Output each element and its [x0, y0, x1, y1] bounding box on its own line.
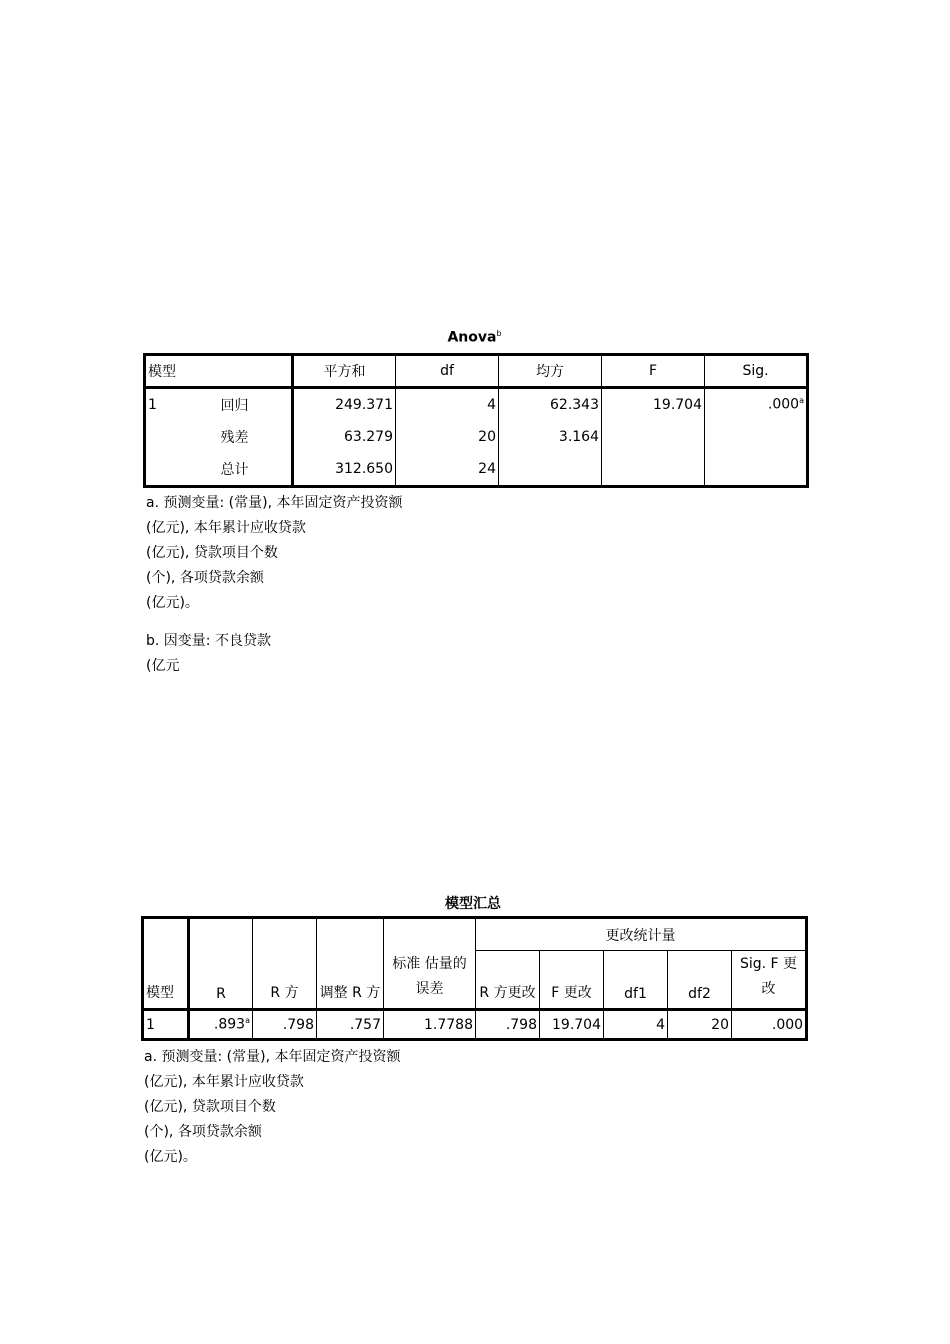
anova-cell-df: 4 — [396, 388, 499, 421]
summary-header-model: 模型 — [143, 918, 189, 1010]
footnote-line: (亿元)。 — [144, 1149, 197, 1165]
summary-cell-df1: 4 — [604, 1010, 668, 1040]
footnote-line: (亿元)。 — [146, 595, 199, 611]
summary-header-r: R — [189, 918, 253, 1010]
summary-cell-model: 1 — [143, 1010, 189, 1040]
anova-header-ss: 平方和 — [293, 355, 396, 388]
anova-cell-sig — [705, 388, 808, 421]
anova-header-f: F — [602, 355, 705, 388]
summary-header-df2: df2 — [668, 951, 732, 1010]
summary-header-sig-line1: Sig. F 更 — [739, 956, 798, 972]
anova-footnote-b — [146, 629, 271, 679]
anova-cell-f — [602, 421, 705, 454]
footnote-line: (个), 各项贷款余额 — [144, 1124, 262, 1140]
summary-header-r2-change: R 方更改 — [476, 951, 540, 1010]
anova-header-df: df — [396, 355, 499, 388]
anova-row-label: 总计 — [218, 454, 293, 487]
anova-title — [143, 329, 806, 346]
anova-title-sup: b — [496, 329, 502, 338]
anova-cell-df: 24 — [396, 454, 499, 487]
anova-header-row — [145, 355, 808, 388]
anova-cell-sig — [705, 421, 808, 454]
summary-cell-df2: 20 — [668, 1010, 732, 1040]
summary-header-f-change: F 更改 — [540, 951, 604, 1010]
anova-empty-cell — [145, 421, 218, 454]
footnote-line: (亿元), 本年累计应收贷款 — [144, 1074, 304, 1090]
table-row — [145, 454, 808, 487]
footnote-line: a. 预测变量: (常量), 本年固定资产投资额 — [146, 495, 403, 511]
summary-header-r2: R 方 — [253, 918, 317, 1010]
summary-title: 模型汇总 — [445, 896, 501, 912]
summary-header-adj-r2: 调整 R 方 — [317, 918, 384, 1010]
summary-header-row-1 — [143, 918, 807, 951]
anova-sig-sup: a — [799, 396, 804, 406]
anova-cell-df: 20 — [396, 421, 499, 454]
footnote-line: (亿元), 贷款项目个数 — [144, 1099, 276, 1115]
footnote-line: a. 预测变量: (常量), 本年固定资产投资额 — [144, 1049, 401, 1065]
summary-r-sup: a — [245, 1016, 250, 1026]
footnote-line: (个), 各项贷款余额 — [146, 570, 264, 586]
anova-sig-value: .000 — [767, 397, 800, 414]
anova-cell-ms: 3.164 — [499, 421, 602, 454]
summary-cell-r2: .798 — [253, 1010, 317, 1040]
summary-cell-r2-change: .798 — [476, 1010, 540, 1040]
anova-cell-ms: 62.343 — [499, 388, 602, 421]
summary-header-se-line1: 标准 估量的 — [392, 956, 467, 972]
anova-footnote-a — [146, 491, 402, 616]
anova-header-model: 模型 — [145, 355, 293, 388]
summary-header-se-line2: 误差 — [415, 981, 444, 997]
summary-cell-se: 1.7788 — [384, 1010, 476, 1040]
summary-cell-f-change: 19.704 — [540, 1010, 604, 1040]
anova-table — [143, 353, 809, 488]
table-row — [143, 1010, 807, 1040]
summary-header-df1: df1 — [604, 951, 668, 1010]
summary-header-sig-line2: 改 — [761, 981, 776, 997]
footnote-line: (亿元), 本年累计应收贷款 — [146, 520, 306, 536]
table-row — [145, 388, 808, 421]
summary-cell-adj-r2: .757 — [317, 1010, 384, 1040]
anova-header-ms: 均方 — [499, 355, 602, 388]
footnote-line: b. 因变量: 不良贷款 — [146, 633, 271, 649]
summary-table — [141, 916, 808, 1041]
summary-header-se — [384, 918, 476, 1010]
summary-header-sig-f-change — [732, 951, 807, 1010]
footnote-line: (亿元 — [146, 658, 180, 674]
anova-cell-ms — [499, 454, 602, 487]
anova-cell-ss: 249.371 — [293, 388, 396, 421]
anova-empty-cell — [145, 454, 218, 487]
anova-cell-f: 19.704 — [602, 388, 705, 421]
anova-title-text: Anova — [447, 329, 497, 346]
footnote-line: (亿元), 贷款项目个数 — [146, 545, 278, 561]
summary-cell-r — [189, 1010, 253, 1040]
anova-row-label: 残差 — [218, 421, 293, 454]
anova-row-label: 回归 — [218, 388, 293, 421]
summary-header-change-stats: 更改统计量 — [476, 918, 807, 951]
table-row — [145, 421, 808, 454]
summary-r-value: .893 — [213, 1016, 246, 1033]
anova-cell-ss: 63.279 — [293, 421, 396, 454]
anova-cell-sig — [705, 454, 808, 487]
anova-cell-ss: 312.650 — [293, 454, 396, 487]
summary-cell-sig: .000 — [732, 1010, 807, 1040]
anova-cell-f — [602, 454, 705, 487]
summary-footnote-a — [144, 1045, 400, 1170]
anova-header-sig: Sig. — [705, 355, 808, 388]
anova-model-no: 1 — [145, 388, 218, 421]
